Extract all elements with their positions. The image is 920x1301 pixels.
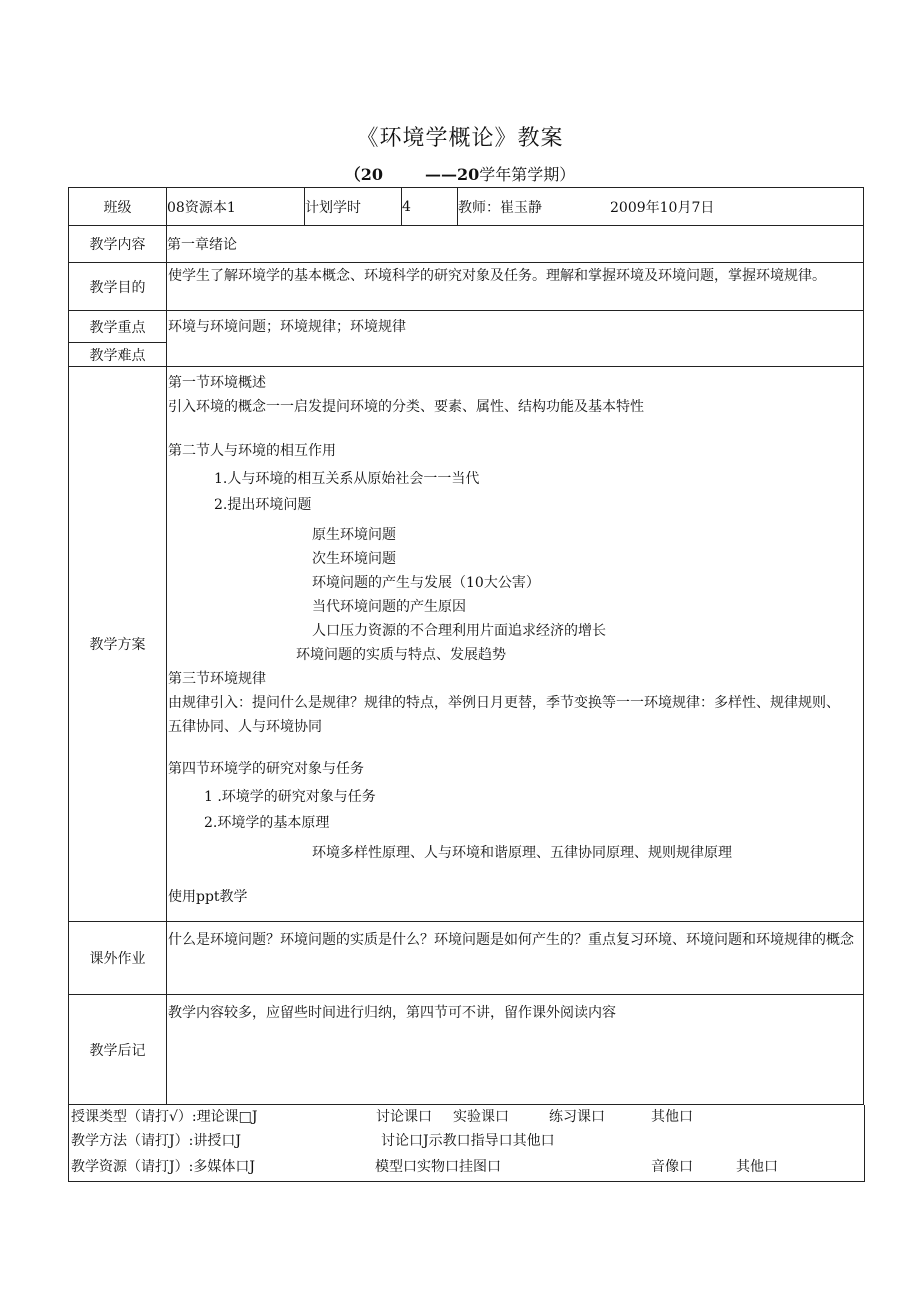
- plan-row: [69, 367, 864, 922]
- notes-value: 教学内容较多，应留些时间进行归纳，第四节可不讲，留作课外阅读内容: [168, 1005, 616, 1021]
- plan-line: 引入环境的概念一一启发提问环境的分类、要素、属性、结构功能及基本特性: [168, 399, 644, 415]
- homework-cell: [167, 922, 864, 995]
- other-resource-option[interactable]: 其他口: [736, 1159, 778, 1175]
- plan-line: 人口压力资源的不合理利用片面追求经济的增长: [312, 623, 606, 639]
- key-row: [69, 311, 864, 343]
- resource-options[interactable]: 模型口实物口挂图口: [375, 1159, 501, 1175]
- homework-value: 什么是环境问题？环境问题的实质是什么？环境问题是如何产生的？重点复习环境、环境问题和环境规律的概念: [168, 932, 854, 948]
- exercise-option[interactable]: 练习课口: [549, 1109, 605, 1125]
- goal-row: [69, 263, 864, 311]
- teaching-method-label: 教学方法（请打J）:讲授口J: [71, 1133, 241, 1149]
- other-type-option[interactable]: 其他口: [651, 1109, 693, 1125]
- semester-line: [0, 162, 920, 185]
- goal-cell: [167, 263, 864, 311]
- key-cell: [167, 311, 864, 367]
- semester-year-end: ——20: [425, 165, 480, 184]
- notes-label: 教学后记: [69, 995, 167, 1105]
- plan-line: 环境多样性原理、人与环境和谐原理、五律协同原理、规则规律原理: [312, 845, 732, 861]
- method-options[interactable]: 讨论口J示教口指导口其他口: [381, 1133, 555, 1149]
- plan-line: 第四节环境学的研究对象与任务: [168, 761, 364, 777]
- plan-line: 次生环境问题: [312, 551, 396, 567]
- plan-line: 第二节人与环境的相互作用: [168, 443, 336, 459]
- plan-line: 由规律引入：提问什么是规律？规律的特点，举例日月更替，季节变换等一一环境规律：多样性、规律规则、五律协同、人与环境协同: [168, 695, 840, 735]
- lesson-date: 2009年10月7日: [610, 199, 715, 216]
- header-row: [69, 188, 864, 226]
- plan-line: 1.人与环境的相互关系从原始社会一一当代: [214, 471, 480, 487]
- plan-line: 环境问题的产生与发展（10大公害）: [312, 575, 540, 591]
- goal-label: 教学目的: [69, 263, 167, 311]
- discussion-option[interactable]: 讨论课口: [376, 1109, 432, 1125]
- plan-line: 当代环境问题的产生原因: [312, 599, 466, 615]
- plan-line: 第一节环境概述: [168, 375, 266, 391]
- lesson-plan-table: [68, 187, 864, 1105]
- plan-line: 环境问题的实质与特点、发展趋势: [296, 647, 506, 663]
- plan-line: 2.提出环境问题: [214, 497, 312, 513]
- semester-year-start: （20: [344, 165, 383, 184]
- teacher-name: 教师：崔玉静: [458, 199, 542, 216]
- content-value: 第一章绪论: [167, 226, 864, 263]
- teaching-resource-label: 教学资源（请打J）:多媒体口J: [71, 1159, 255, 1175]
- class-label: 班级: [69, 188, 167, 226]
- audio-video-option[interactable]: 音像口: [651, 1159, 693, 1175]
- experiment-option[interactable]: 实验课口: [453, 1109, 509, 1125]
- key-label: 教学重点: [69, 311, 167, 343]
- homework-row: [69, 922, 864, 995]
- footer-checklist: [68, 1105, 865, 1182]
- notes-cell: [167, 995, 864, 1105]
- homework-label: 课外作业: [69, 922, 167, 995]
- page-title: 《环境学概论》教案: [356, 126, 564, 151]
- notes-row: [69, 995, 864, 1105]
- plan-line: 2.环境学的基本原理: [204, 815, 330, 831]
- plan-label: 教学方案: [69, 367, 167, 922]
- difficulty-label: 教学难点: [69, 343, 167, 367]
- content-row: [69, 226, 864, 263]
- class-value: 08资源本1: [167, 188, 305, 226]
- plan-cell: [167, 367, 864, 922]
- plan-line: 1 .环境学的研究对象与任务: [204, 789, 376, 805]
- goal-value: 使学生了解环境学的基本概念、环境科学的研究对象及任务。理解和掌握环境及环境问题，掌握环境规律。: [168, 268, 826, 284]
- plan-line: 第三节环境规律: [168, 671, 266, 687]
- hours-label: 计划学时: [305, 188, 402, 226]
- lesson-type-label: 授课类型（请打√）:理论课□J: [71, 1109, 258, 1125]
- content-label: 教学内容: [69, 226, 167, 263]
- plan-line: 使用ppt教学: [168, 889, 248, 905]
- key-value: 环境与环境问题；环境规律；环境规律: [168, 319, 406, 335]
- semester-suffix: 学年第学期）: [479, 165, 576, 184]
- hours-value: 4: [402, 188, 458, 226]
- plan-line: 原生环境问题: [312, 527, 396, 543]
- teacher-date-cell: [458, 188, 864, 226]
